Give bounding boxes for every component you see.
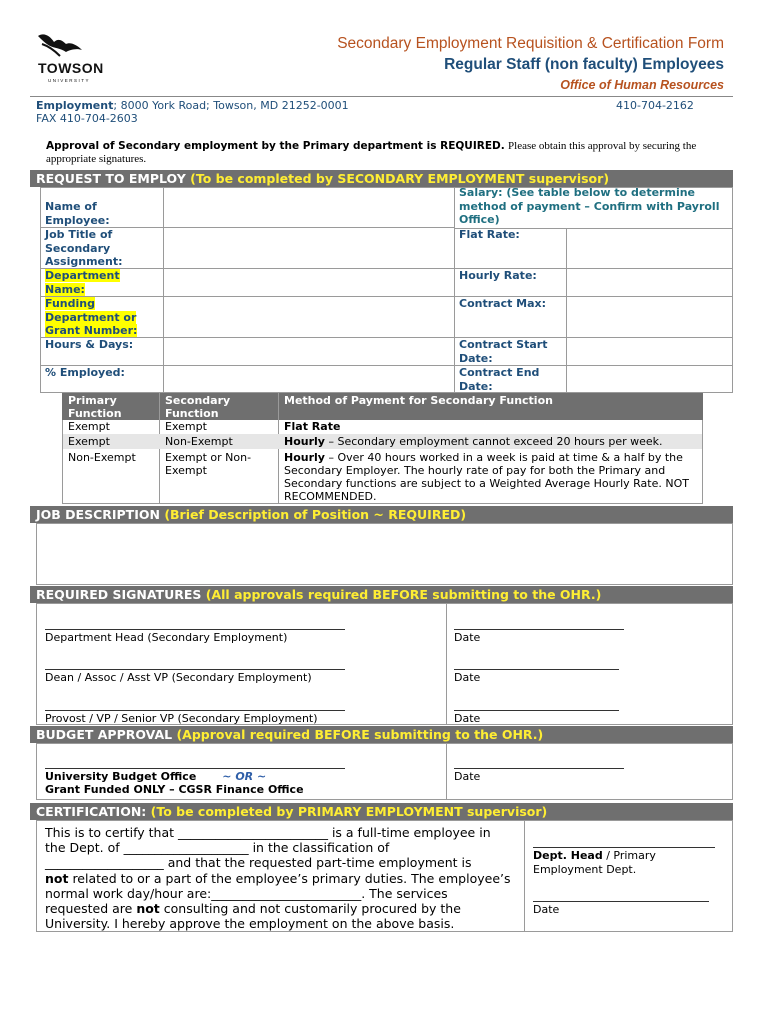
date-label: Date [533, 903, 560, 916]
table-row: Exempt or Non-Exempt [165, 451, 252, 477]
logo-wordmark: TOWSON [38, 60, 104, 76]
date-line[interactable] [454, 768, 624, 769]
date-line[interactable] [533, 901, 709, 902]
hourly-rate-label: Hourly Rate: [459, 269, 537, 282]
signature-line[interactable] [45, 629, 345, 630]
table-row: Non-Exempt [165, 435, 233, 448]
table-row: Non-Exempt [68, 451, 136, 464]
date-label: Date [454, 631, 481, 644]
towson-logo [32, 30, 112, 90]
method-of-payment-header: Method of Payment for Secondary Function [284, 394, 553, 407]
flat-rate-label: Flat Rate: [459, 228, 520, 241]
funding-label: Funding Department or Grant Number: [45, 297, 138, 337]
job-description-field[interactable] [36, 523, 733, 585]
date-line[interactable] [454, 710, 619, 711]
phone-number: 410-704-2162 [616, 99, 694, 112]
secondary-function-header: Secondary Function [165, 394, 231, 420]
contract-end-field[interactable] [567, 366, 732, 393]
signatures-box [36, 603, 733, 725]
funding-field[interactable] [164, 297, 454, 337]
signatures-section-header: REQUIRED SIGNATURES (All approvals required BEFORE submitting to the OHR.) [30, 586, 733, 603]
name-of-employee-field[interactable] [164, 188, 454, 227]
signature-line[interactable] [45, 710, 345, 711]
contract-start-field[interactable] [567, 338, 732, 365]
grant-funded-label: Grant Funded ONLY – CGSR Finance Office [45, 783, 304, 796]
header-divider [30, 96, 733, 97]
signature-line[interactable] [45, 768, 345, 769]
form-subtitle: Regular Staff (non faculty) Employees [444, 56, 724, 73]
department-name-label: Department Name: [45, 269, 120, 296]
table-row: Exempt [68, 420, 110, 433]
request-section-header: REQUEST TO EMPLOY (To be completed by SECONDARY EMPLOYMENT supervisor) [30, 170, 733, 187]
certification-section-header: CERTIFICATION: (To be completed by PRIMARY EMPLOYMENT supervisor) [30, 803, 733, 820]
fax-number: FAX 410-704-2603 [36, 112, 138, 125]
primary-function-header: Primary Function [68, 394, 122, 420]
job-title-label: Job Title of Secondary Assignment: [45, 228, 123, 268]
contract-max-label: Contract Max: [459, 297, 547, 310]
department-name-field[interactable] [164, 269, 454, 296]
date-line[interactable] [454, 669, 619, 670]
budget-office-label: University Budget Office ~ OR ~ [45, 770, 267, 783]
hours-days-field[interactable] [164, 338, 454, 365]
date-label: Date [454, 770, 481, 783]
contract-start-label: Contract Start Date: [459, 338, 548, 365]
job-description-header: JOB DESCRIPTION (Brief Description of Position ~ REQUIRED) [30, 506, 733, 523]
hours-days-label: Hours & Days: [45, 338, 134, 351]
budget-section-header: BUDGET APPROVAL (Approval required BEFORE submitting to the OHR.) [30, 726, 733, 743]
hourly-rate-field[interactable] [567, 269, 732, 296]
form-title: Secondary Employment Requisition & Certification Form [337, 35, 724, 52]
date-label: Date [454, 712, 481, 725]
contract-max-field[interactable] [567, 297, 732, 337]
office-name: Office of Human Resources [560, 78, 724, 92]
date-label: Date [454, 671, 481, 684]
provost-signature-label: Provost / VP / Senior VP (Secondary Employment) [45, 712, 318, 725]
name-of-employee-label: Name of Employee: [45, 200, 110, 227]
signature-line[interactable] [533, 847, 715, 848]
table-row: Flat Rate [284, 420, 341, 433]
date-line[interactable] [454, 629, 624, 630]
signature-line[interactable] [45, 669, 345, 670]
percent-employed-label: % Employed: [45, 366, 125, 379]
approval-notice: Approval of Secondary employment by the Primary department is REQUIRED. Please obtain this approval by securing the appropriate signatures. [46, 140, 697, 165]
logo-subtext: UNIVERSITY [48, 78, 91, 83]
tiger-logo-icon [32, 30, 92, 62]
job-title-field[interactable] [164, 228, 454, 268]
contract-end-label: Contract End Date: [459, 366, 540, 393]
table-row: Hourly – Over 40 hours worked in a week is paid at time & a half by the Secondary Employer. The hourly rate of pay for both the Primary and Secondary functions are subject to a Weighted Average Hourly Rate. NOT RECOMMENDED. [284, 451, 689, 503]
table-row: Exempt [165, 420, 207, 433]
dean-signature-label: Dean / Assoc / Asst VP (Secondary Employment) [45, 671, 312, 684]
flat-rate-field[interactable] [567, 229, 732, 268]
dept-head-signature-label: Dept. Head / Primary Employment Dept. [533, 849, 656, 876]
certification-statement: This is to certify that ________________________ is a full-time employee in the Dept. of ____________________ in the classification of ___________________ and that the requested part-time employment is not related to or a part of the employee’s primary duties. The employee’s normal work day/hour are:________________________. The services requested are not consulting and not customarily procured by the University. I hereby approve the employment on the above basis. [45, 825, 511, 932]
table-row: Hourly – Secondary employment cannot exceed 20 hours per week. [284, 435, 663, 448]
percent-employed-field[interactable] [164, 366, 454, 393]
table-row: Exempt [68, 435, 110, 448]
salary-label: Salary: (See table below to determine method of payment – Confirm with Payroll Office) [459, 186, 720, 226]
address-line: Employment; 8000 York Road; Towson, MD 21252-0001 [36, 99, 349, 112]
department-head-signature-label: Department Head (Secondary Employment) [45, 631, 288, 644]
